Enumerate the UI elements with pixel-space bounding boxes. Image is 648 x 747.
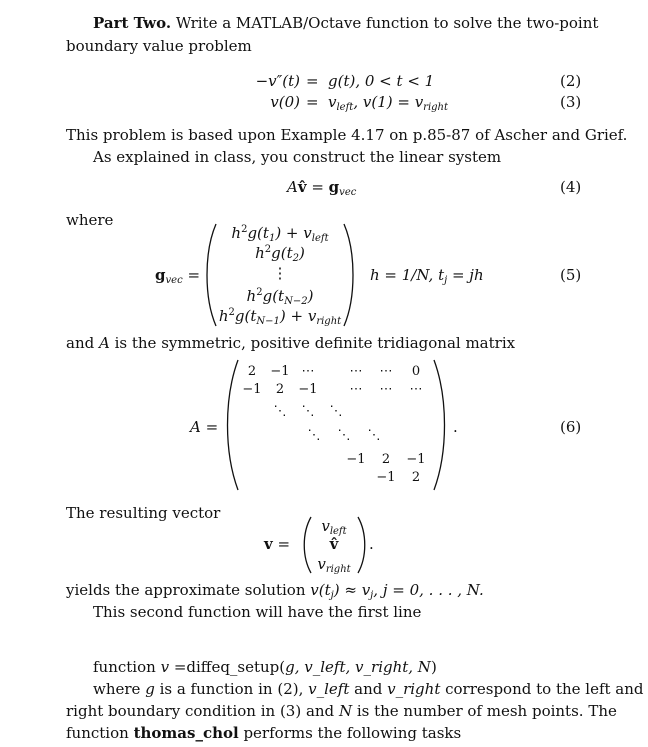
eq4-number: (4) — [560, 178, 582, 196]
eqv-lhs: v = — [264, 535, 291, 553]
eq4-g-sub: vec — [339, 187, 357, 198]
eq5-g-sub: vec — [165, 275, 183, 286]
eq5-lhs — [155, 266, 200, 286]
eq5-number: (5) — [560, 266, 582, 284]
m-r6c2: 2 — [411, 470, 421, 485]
eq2-number: (2) — [560, 72, 582, 90]
m-r1c5: ⋯ — [379, 364, 393, 379]
thomas-chol-name: thomas_chol — [133, 724, 239, 742]
para6-line-2: where g is a function in (2), v_left and v_right correspond to the left and — [93, 680, 644, 698]
eq3-vright-sub: right — [423, 102, 449, 113]
m-r1c3: ⋯ — [301, 364, 315, 379]
m-ddots-1: ⋱ — [273, 404, 287, 419]
eq5-row-5: $h^2g(t_{N-1}) + v_{right}$ — [218, 307, 342, 327]
m-r2c4: ⋯ — [349, 382, 363, 397]
eq4-g: g — [328, 178, 340, 196]
para2-line-2: As explained in class, you construct the linear system — [93, 148, 502, 166]
intro-line-1 — [93, 14, 598, 32]
eq4-body — [287, 178, 356, 198]
m-r5c2: 2 — [381, 452, 391, 467]
m-r6c1: −1 — [376, 470, 396, 485]
eq3-rhs — [328, 93, 448, 113]
m-r1c6: 0 — [411, 364, 421, 379]
eq2-equals: = — [306, 72, 319, 90]
m-r5c3: −1 — [406, 452, 426, 467]
eq5-row-1: $h^2g(t_1) + v_{left}$ — [231, 224, 329, 244]
para2-line-1: This problem is based upon Example 4.17 on p.85-87 of Ascher and Grief. — [66, 126, 628, 144]
eq5-g: g — [155, 266, 166, 284]
m-r2c3: −1 — [298, 382, 318, 397]
m-r2c2: 2 — [275, 382, 285, 397]
where-text: where — [66, 211, 114, 229]
eq3-vleft: v — [328, 93, 337, 111]
eq3-vright: , v(1) = v — [353, 93, 424, 111]
eq5-hdef: h = 1/N, $t_j$ = jh — [370, 266, 484, 286]
eqv-bot: $v_{right}$ — [317, 555, 351, 575]
eq6-right-paren — [430, 358, 450, 492]
m-r2c5: ⋯ — [379, 382, 393, 397]
para4-text: The resulting vector — [66, 504, 221, 522]
eq2-lhs: −v″(t) — [255, 72, 300, 90]
eq5-row-4: $h^2g(t_{N-2})$ — [246, 287, 314, 307]
m-r2c1: −1 — [242, 382, 262, 397]
eq6-lhs: A = — [190, 418, 219, 436]
eqv-right-paren — [355, 515, 369, 575]
m-ddots-3: ⋱ — [329, 404, 343, 419]
m-r1c4: ⋯ — [349, 364, 363, 379]
eq5-row-2: $h^2g(t_2)$ — [255, 244, 305, 264]
eqv-period: . — [369, 535, 374, 553]
eq3-vleft-sub: left — [336, 102, 354, 113]
para3-line: and A is the symmetric, positive definite tridiagonal matrix — [66, 334, 516, 352]
eq3-number: (3) — [560, 93, 582, 111]
eq3-equals: = — [306, 93, 319, 111]
intro-line-2: boundary value problem — [66, 37, 252, 55]
m-r1c1: 2 — [247, 364, 257, 379]
eq4-equals: = — [306, 178, 329, 196]
m-ddots-6: ⋱ — [367, 428, 381, 443]
para6-line-3: right boundary condition in (3) and N is the number of mesh points. The — [66, 702, 617, 720]
eqv-top: $v_{left}$ — [321, 517, 347, 537]
eq4-vhat: v̂ — [297, 178, 307, 196]
eq6-number: (6) — [560, 418, 582, 436]
m-ddots-2: ⋱ — [301, 404, 315, 419]
eqv-mid: v̂ — [329, 535, 339, 553]
m-r1c2: −1 — [270, 364, 290, 379]
para5-line-1: yields the approximate solution $v(t_j) \approx v_j$, j = 0, . . . , N. — [66, 581, 484, 601]
eq5-row-vdots: ⋮ — [272, 264, 288, 282]
m-r2c6: ⋯ — [409, 382, 423, 397]
intro-text-1: Write a MATLAB/Octave function to solve the two-point — [175, 14, 599, 32]
m-ddots-4: ⋱ — [307, 428, 321, 443]
eq4-A: A — [287, 178, 298, 196]
para6-line-4: function thomas_chol performs the following tasks — [66, 724, 462, 742]
eq5-equals: = — [182, 266, 201, 284]
m-r5c1: −1 — [346, 452, 366, 467]
m-ddots-5: ⋱ — [337, 428, 351, 443]
eq3-lhs: v(0) — [270, 93, 300, 111]
part-heading: Part Two. — [93, 14, 172, 32]
para6-line-1: function v =diffeq_setup(g, v_left, v_right, N) — [93, 658, 437, 676]
eq2-rhs: g(t), 0 < t < 1 — [328, 72, 435, 90]
eq6-period: . — [453, 418, 458, 436]
para5-line-2: This second function will have the first line — [93, 603, 422, 621]
eq5-right-paren — [340, 222, 358, 328]
